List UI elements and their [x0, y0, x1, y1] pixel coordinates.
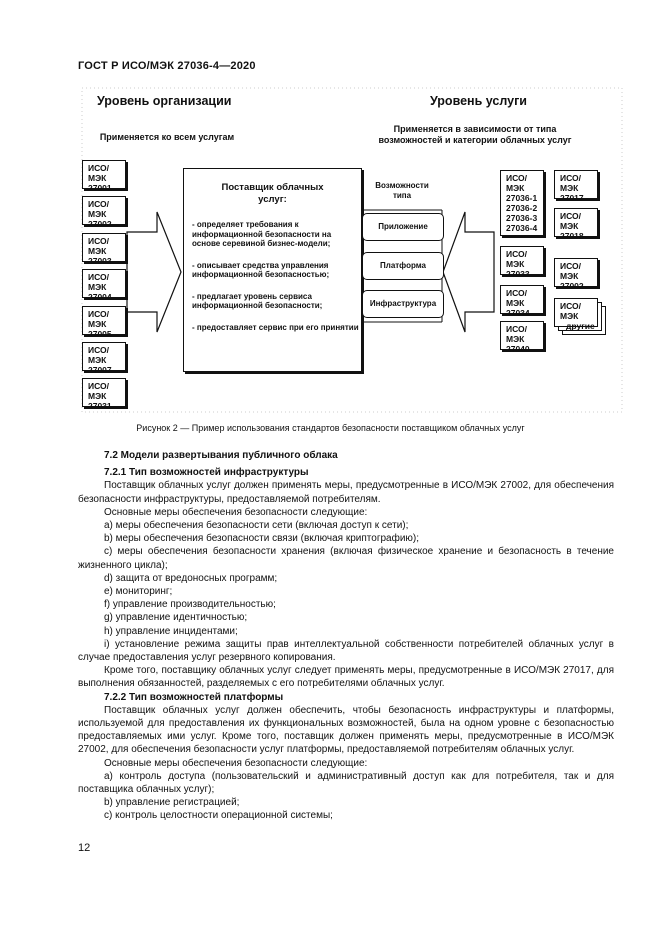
left-arrow	[127, 212, 181, 332]
standard-card: ИСО/МЭК 27040	[500, 321, 544, 350]
standard-card: ИСО/МЭК 27005	[82, 306, 126, 335]
paragraph: Поставщик облачных услуг должен применять меры, предусмотренные в ИСО/МЭК 27002, для обеспечения безопасности инфраструктуры, предоставляемой потребителям.	[78, 480, 614, 505]
body-text	[78, 449, 614, 823]
section-heading: 7.2 Модели развертывания публичного облака	[104, 450, 338, 461]
list-item: a) контроль доступа (пользовательский и административный доступ как для потребителя, так и для поставщика облачных услуг);	[78, 770, 614, 796]
standard-card: ИСО/МЭК 27007	[82, 342, 126, 371]
standard-card: ИСО/МЭК 27003	[82, 233, 126, 262]
service-infrastructure: Инфраструктура	[362, 290, 444, 318]
provider-duty: - предлагает уровень сервиса информационной безопасности;	[192, 291, 323, 310]
figure-caption: Рисунок 2 — Пример использования стандартов безопасности поставщиком облачных услуг	[136, 423, 525, 433]
standard-card: ИСО/МЭК 27036-1 27036-2 27036-3 27036-4	[500, 170, 544, 236]
service-level-subtitle: Применяется в зависимости от типа возможностей и категории облачных услуг	[378, 124, 572, 145]
paragraph: Основные меры обеспечения безопасности следующие:	[104, 506, 368, 518]
right-arrow	[443, 212, 494, 332]
list-item: g) управление идентичностью;	[104, 612, 248, 624]
standard-card: ИСО/МЭК 27002	[82, 196, 126, 225]
org-level-title: Уровень организации	[97, 94, 232, 108]
standard-card: ИСО/МЭК другие	[554, 298, 598, 327]
service-platform: Платформа	[362, 252, 444, 280]
subsection-heading: 7.2.2 Тип возможностей платформы	[104, 691, 284, 703]
standard-card: ИСО/МЭК 27017	[554, 170, 598, 199]
paragraph: Основные меры обеспечения безопасности следующие:	[104, 757, 368, 769]
list-item: b) управление регистрацией;	[104, 797, 240, 809]
provider-duty: - описывает средства управления информационной безопасностью;	[192, 260, 330, 279]
paragraph: Поставщик облачных услуг должен обеспечить, чтобы безопасность инфраструктуры и платформы, используемой для предоставления их функциональных возможностей, была на одном уровне с безопасностью предоставляемых ими услуг. Кроме того, поставщик должен применять меры, предусмотренные в ИСО/МЭК 27002, для обеспечения безопасности услуг платформы, предоставляемой потребителям облачных услуг.	[78, 704, 614, 756]
service-application: Приложение	[362, 213, 444, 241]
service-level-title: Уровень услуги	[430, 94, 527, 108]
paragraph: Кроме того, поставщику облачных услуг следует применять меры, предусмотренные в ИСО/МЭК 27017, для выполнения обязанностей, разделяемых с его потребителями облачных услуг.	[78, 665, 614, 690]
running-header: ГОСТ Р ИСО/МЭК 27036-4—2020	[78, 60, 256, 72]
standard-card: ИСО/МЭК 27018	[554, 208, 598, 237]
list-item: d) защита от вредоносных программ;	[104, 572, 278, 584]
provider-duty: - определяет требования к информационной безопасности на основе серевиной бизнес-модели;	[192, 220, 332, 248]
list-item: e) мониторинг;	[104, 586, 173, 598]
list-item: a) меры обеспечения безопасности сети (включая доступ к сети);	[104, 520, 409, 532]
list-item: i) установление режима защиты прав интеллектуальной собственности потребителей облачных услуг в случае предоставления услуг резервного копирования.	[78, 638, 614, 664]
cloud-provider-box: Поставщик облачных услуг: - определяет требования к информационной безопасности на основе серевиной бизнес-модели; - описывает средства управления информационной безопасностью; - предлагает уровень сервиса информационной безопасности; - предоставляет сервис при его принятии	[183, 168, 362, 372]
subsection-heading: 7.2.1 Тип возможностей инфраструктуры	[104, 467, 309, 479]
list-item: b) меры обеспечения безопасности связи (включая криптографию);	[104, 533, 420, 545]
standard-card: ИСО/МЭК 27034	[500, 285, 544, 314]
capability-type-label: Возможности типа	[375, 181, 429, 200]
provider-duties-list	[192, 220, 361, 332]
page-number: 12	[78, 842, 91, 854]
figure-2-diagram	[0, 0, 661, 420]
list-item: f) управление производительностью;	[104, 599, 276, 611]
list-item: h) управление инцидентами;	[104, 625, 238, 637]
standard-card: ИСО/МЭК 27033	[500, 246, 544, 275]
list-item: c) контроль целостности операционной системы;	[104, 810, 333, 822]
org-level-subtitle: Применяется ко всем услугам	[99, 132, 235, 142]
standard-card: ИСО/МЭК 27001	[82, 160, 126, 189]
standard-card: ИСО/МЭК 27004	[82, 269, 126, 298]
standard-card: ИСО/МЭК 27031	[82, 378, 126, 407]
list-item: c) меры обеспечения безопасности хранения (включая физическое хранение и безопасность в течение жизненного цикла);	[78, 546, 614, 571]
standard-card: ИСО/МЭК 27002	[554, 258, 598, 287]
provider-duty: - предоставляет сервис при его принятии	[192, 322, 359, 332]
